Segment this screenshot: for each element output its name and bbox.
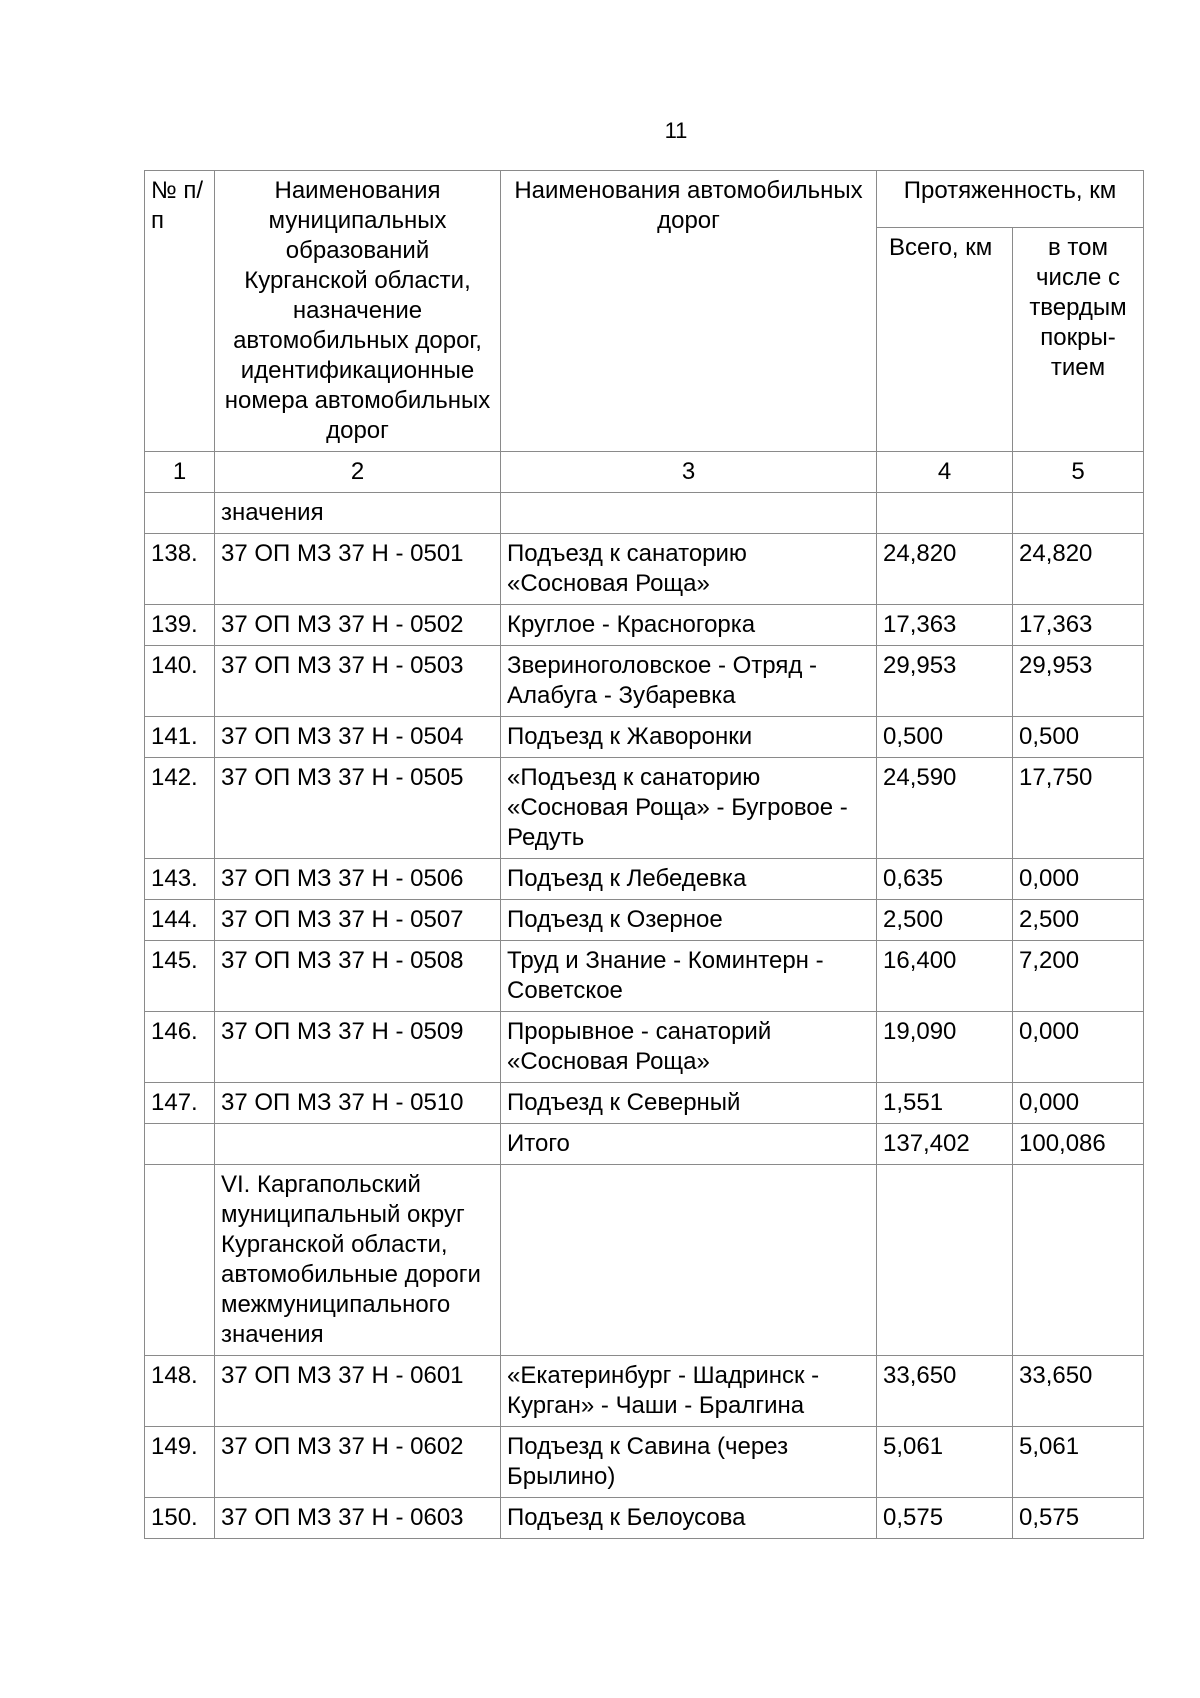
column-index-row [145,452,1144,493]
hard-surface-length: 0,500 [1013,717,1144,758]
table-row [145,1356,1144,1427]
continuation-row [145,493,1144,534]
total-length: 16,400 [877,941,1013,1012]
row-number: 145. [145,941,215,1012]
column-index: 5 [1013,452,1144,493]
road-id: 37 ОП МЗ 37 Н - 0601 [215,1356,501,1427]
table-row [145,1012,1144,1083]
road-name: Прорывное - санаторий «Сосновая Роща» [501,1012,877,1083]
hard-surface-length: 2,500 [1013,900,1144,941]
row-number: 143. [145,859,215,900]
column-index: 4 [877,452,1013,493]
row-number: 144. [145,900,215,941]
road-name: Подъезд к Озерное [501,900,877,941]
column-index: 3 [501,452,877,493]
hard-surface-length: 33,650 [1013,1356,1144,1427]
row-number: 146. [145,1012,215,1083]
total-length: 0,635 [877,859,1013,900]
road-name: Подъезд к Лебедевка [501,859,877,900]
row-number: 140. [145,646,215,717]
road-name: Подъезд к Савина (через Брылино) [501,1427,877,1498]
total-length: 29,953 [877,646,1013,717]
roads-table [144,170,1144,1539]
total-length: 0,575 [877,1498,1013,1539]
road-name: Труд и Знание - Коминтерн - Советское [501,941,877,1012]
row-number: 141. [145,717,215,758]
table-row [145,941,1144,1012]
row-number: 142. [145,758,215,859]
continuation-label: значения [215,493,501,534]
total-length: 24,820 [877,534,1013,605]
total-length: 33,650 [877,1356,1013,1427]
total-length: 0,500 [877,717,1013,758]
column-index: 2 [215,452,501,493]
table-header [145,171,1144,452]
road-name: Подъезд к Северный [501,1083,877,1124]
road-id: 37 ОП МЗ 37 Н - 0602 [215,1427,501,1498]
road-name: Подъезд к Белоусова [501,1498,877,1539]
total-row [145,1124,1144,1165]
road-id: 37 ОП МЗ 37 Н - 0504 [215,717,501,758]
hard-surface-length: 0,575 [1013,1498,1144,1539]
table-row [145,717,1144,758]
road-id: 37 ОП МЗ 37 Н - 0501 [215,534,501,605]
total-length: 1,551 [877,1083,1013,1124]
table-row [145,605,1144,646]
road-id: 37 ОП МЗ 37 Н - 0505 [215,758,501,859]
hard-surface-length: 17,363 [1013,605,1144,646]
total-length: 19,090 [877,1012,1013,1083]
road-id: 37 ОП МЗ 37 Н - 0510 [215,1083,501,1124]
road-name: «Екатеринбург - Шадринск - Курган» - Чаши - Бралгина [501,1356,877,1427]
road-id: 37 ОП МЗ 37 Н - 0509 [215,1012,501,1083]
hard-surface-length: 0,000 [1013,859,1144,900]
table-body [145,452,1144,1539]
road-name: «Подъезд к санаторию «Сосновая Роща» - Бугровое - Редуть [501,758,877,859]
header-number: № п/п [145,171,215,452]
row-number: 147. [145,1083,215,1124]
road-id: 37 ОП МЗ 37 Н - 0503 [215,646,501,717]
header-municipality: Наименования муниципальных образований Курганской области, назначение автомобильных дорог, идентификационные номера автомобильных дорог [215,171,501,452]
row-number: 139. [145,605,215,646]
total-length: 17,363 [877,605,1013,646]
road-id: 37 ОП МЗ 37 Н - 0506 [215,859,501,900]
row-number: 148. [145,1356,215,1427]
page-number: 11 [664,118,688,143]
road-name: Подъезд к санаторию «Сосновая Роща» [501,534,877,605]
column-index: 1 [145,452,215,493]
road-id: 37 ОП МЗ 37 Н - 0603 [215,1498,501,1539]
total-length: 5,061 [877,1427,1013,1498]
hard-surface-length: 17,750 [1013,758,1144,859]
row-number: 150. [145,1498,215,1539]
total-length: 24,590 [877,758,1013,859]
hard-surface-length: 5,061 [1013,1427,1144,1498]
hard-surface-length: 29,953 [1013,646,1144,717]
hard-surface-sum: 100,086 [1013,1124,1144,1165]
road-id: 37 ОП МЗ 37 Н - 0502 [215,605,501,646]
table-row [145,900,1144,941]
hard-surface-length: 24,820 [1013,534,1144,605]
road-name: Круглое - Красногорка [501,605,877,646]
header-total-length: Всего, км [877,228,1013,452]
table-row [145,1427,1144,1498]
table-row [145,1083,1144,1124]
header-hard-surface: в том числе с твердым покры-тием [1013,228,1144,452]
hard-surface-length: 0,000 [1013,1083,1144,1124]
header-road-name: Наименования автомобильных дорог [501,171,877,452]
total-label: Итого [501,1124,877,1165]
total-length: 2,500 [877,900,1013,941]
header-length-group: Протяженность, км [877,171,1144,228]
road-name: Звериноголовское - Отряд - Алабуга - Зубаревка [501,646,877,717]
road-id: 37 ОП МЗ 37 Н - 0507 [215,900,501,941]
row-number: 138. [145,534,215,605]
road-id: 37 ОП МЗ 37 Н - 0508 [215,941,501,1012]
row-number: 149. [145,1427,215,1498]
hard-surface-length: 7,200 [1013,941,1144,1012]
table-row [145,534,1144,605]
table-row [145,1498,1144,1539]
table-row [145,758,1144,859]
hard-surface-length: 0,000 [1013,1012,1144,1083]
section-title: VI. Каргапольский муниципальный округ Курганской области, автомобильные дороги межмуниципального значения [215,1165,501,1356]
table-row [145,859,1144,900]
table-row [145,646,1144,717]
road-name: Подъезд к Жаворонки [501,717,877,758]
section-row [145,1165,1144,1356]
total-length-sum: 137,402 [877,1124,1013,1165]
